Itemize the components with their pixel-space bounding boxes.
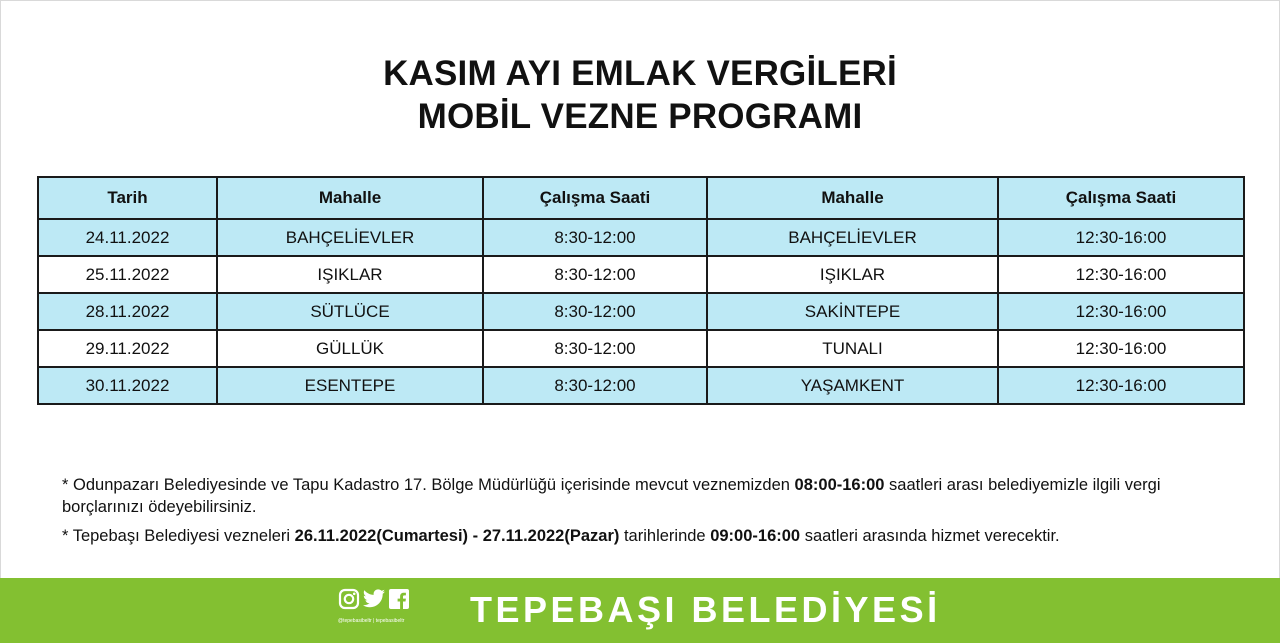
cell-hours: 8:30-12:00 xyxy=(483,367,707,404)
cell-hours: 8:30-12:00 xyxy=(483,330,707,367)
schedule-table xyxy=(37,176,1245,405)
cell-hours: 12:30-16:00 xyxy=(998,256,1244,293)
notes xyxy=(62,474,1242,554)
title-line-1: KASIM AYI EMLAK VERGİLERİ xyxy=(383,54,897,93)
cell-hours: 12:30-16:00 xyxy=(998,330,1244,367)
cell-hours: 12:30-16:00 xyxy=(998,367,1244,404)
cell-neighborhood: BAHÇELİEVLER xyxy=(707,219,998,256)
facebook-icon[interactable] xyxy=(388,588,410,610)
footer-banner xyxy=(0,578,1280,643)
cell-hours: 8:30-12:00 xyxy=(483,219,707,256)
cell-neighborhood: TUNALI xyxy=(707,330,998,367)
social-links xyxy=(338,588,412,632)
cell-hours: 12:30-16:00 xyxy=(998,293,1244,330)
twitter-icon[interactable] xyxy=(362,588,386,610)
table-row xyxy=(38,293,1244,330)
cell-neighborhood: GÜLLÜK xyxy=(217,330,483,367)
cell-hours: 8:30-12:00 xyxy=(483,256,707,293)
table-header-row xyxy=(38,177,1244,219)
table-row xyxy=(38,367,1244,404)
title-line-2: MOBİL VEZNE PROGRAMI xyxy=(417,97,863,136)
cell-date: 29.11.2022 xyxy=(38,330,217,367)
brand-name: TEPEBAŞI BELEDİYESİ xyxy=(470,589,941,630)
header-hours-afternoon: Çalışma Saati xyxy=(998,177,1244,219)
cell-neighborhood: IŞIKLAR xyxy=(217,256,483,293)
header-neighborhood-afternoon: Mahalle xyxy=(707,177,998,219)
page-title xyxy=(0,52,1280,138)
cell-hours: 8:30-12:00 xyxy=(483,293,707,330)
cell-neighborhood: ESENTEPE xyxy=(217,367,483,404)
cell-hours: 12:30-16:00 xyxy=(998,219,1244,256)
table-row xyxy=(38,330,1244,367)
cell-date: 28.11.2022 xyxy=(38,293,217,330)
note-weekend-service: * Tepebaşı Belediyesi vezneleri 26.11.2022(Cumartesi) - 27.11.2022(Pazar) tarihlerinde 09:00-16:00 saatleri arasında hizmet verecektir. xyxy=(62,527,1060,545)
cell-neighborhood: YAŞAMKENT xyxy=(707,367,998,404)
header-neighborhood-morning: Mahalle xyxy=(217,177,483,219)
cell-neighborhood: SAKİNTEPE xyxy=(707,293,998,330)
instagram-icon[interactable] xyxy=(338,588,360,610)
note-odunpazari: * Odunpazarı Belediyesinde ve Tapu Kadastro 17. Bölge Müdürlüğü içerisinde mevcut veznemizden 08:00-16:00 saatleri arası belediyemizle ilgili vergi borçlarınızı ödeyebilirsiniz. xyxy=(62,476,1161,516)
table-row xyxy=(38,219,1244,256)
cell-date: 24.11.2022 xyxy=(38,219,217,256)
table-row xyxy=(38,256,1244,293)
cell-date: 30.11.2022 xyxy=(38,367,217,404)
cell-neighborhood: IŞIKLAR xyxy=(707,256,998,293)
header-date: Tarih xyxy=(38,177,217,219)
social-handle: @tepebasibeltr | tepebasibeltr xyxy=(338,618,405,624)
cell-neighborhood: BAHÇELİEVLER xyxy=(217,219,483,256)
cell-date: 25.11.2022 xyxy=(38,256,217,293)
cell-neighborhood: SÜTLÜCE xyxy=(217,293,483,330)
header-hours-morning: Çalışma Saati xyxy=(483,177,707,219)
